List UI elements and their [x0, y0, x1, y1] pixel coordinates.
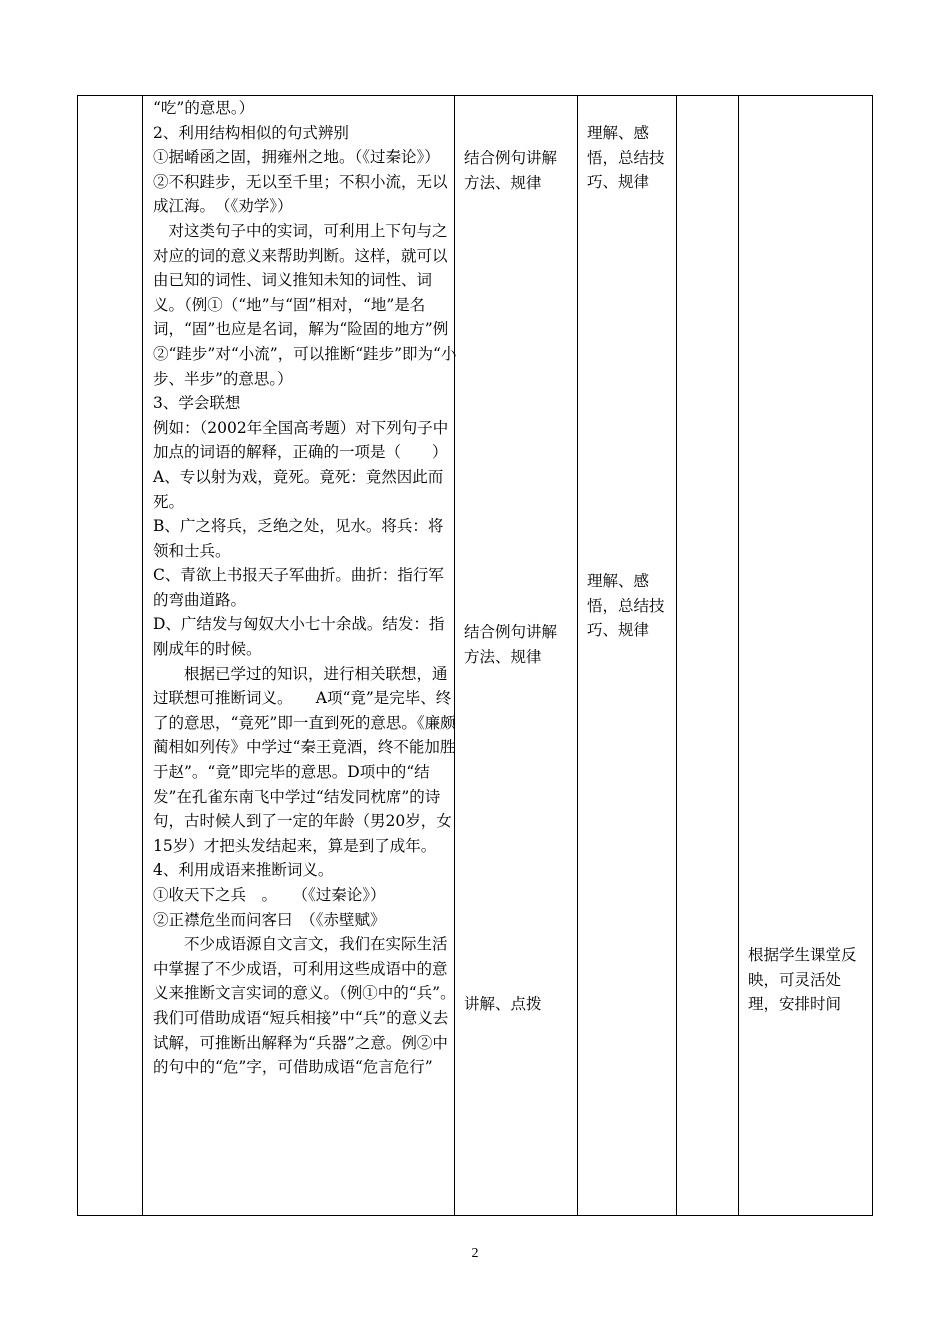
- column-divider: [676, 96, 677, 1215]
- example-sentence: ②正襟危坐而问客曰 （《赤壁赋》: [153, 910, 386, 929]
- teacher-activity: 结合例句讲解方法、规律: [464, 149, 558, 192]
- student-activity: 理解、感悟，总结技巧、规律: [587, 124, 665, 192]
- student-activity: 理解、感悟，总结技巧、规律: [587, 572, 665, 640]
- example-sentence: ②不积跬步，无以至千里；不积小流，无以成江海。 （《劝学》）: [153, 172, 448, 216]
- column-divider: [142, 96, 143, 1215]
- remark: 根据学生课堂反映，可灵活处理，安排时间: [748, 946, 857, 1014]
- content-paragraph: “吃”的意思。）: [153, 99, 255, 117]
- content-paragraph: 对这类句子中的实词，可利用上下句与之对应的词的意义来帮助判断。这样，就可以由已知的词性、词义推知未知的词性、词义。（例①（“地”与“固”相对，“地”是名词，“固”也应是名词，解为“险固的地方”例②“跬步”对“小流”，可以推断“跬步”即为“小步、半步”的意思。）: [153, 221, 457, 388]
- option-a: A、专以射为戏，竟死。竟死：竟然因此而死。: [153, 467, 444, 511]
- option-d: D、广结发与匈奴大小七十余战。结发：指刚成年的时候。: [153, 615, 445, 659]
- section-heading: 4、利用成语来推断词义。: [153, 861, 334, 880]
- option-b: B、广之将兵，乏绝之处，见水。将兵：将领和士兵。: [153, 517, 444, 560]
- option-c: C、青欲上书报天子军曲折。曲折：指行军的弯曲道路。: [153, 566, 444, 609]
- content-column: [149, 96, 461, 1080]
- teacher-activity: 结合例句讲解方法、规律: [464, 623, 558, 666]
- content-paragraph: 根据已学过的知识，进行相关联想，通过联想可推断词义。 A项“竟”是完毕、终了的意思，“竟死”即一直到死的意思。《廉颇蔺相如列传》中学过“秦王竟酒，终不能加胜于赵”。“竟”即完毕的意思。D项中的“结发”在孔雀东南飞中学过“结发同枕席”的诗句，古时候人到了一定的年龄（男20岁，女15岁）才把头发结起来，算是到了成年。: [153, 664, 456, 855]
- column-divider: [738, 96, 739, 1215]
- teacher-activity: 讲解、点拨: [464, 995, 542, 1013]
- section-heading: 2、利用结构相似的句式辨别: [153, 123, 349, 142]
- content-paragraph: 不少成语源自文言文，我们在实际生活中掌握了不少成语，可利用这些成语中的意义来推断文言实词的意义。（例①中的“兵”。我们可借助成语“短兵相接”中“兵”的意义去试解，可推断出解释为“兵器”之意。例②中的句中的“危”字，可借助成语“危言危行”: [153, 935, 456, 1077]
- section-heading: 3、学会联想: [153, 394, 241, 413]
- example-sentence: ①据崤函之固，拥雍州之地。（《过秦论》）: [153, 148, 440, 167]
- question-stem: 例如：（2002年全国高考题）对下列句子中加点的词语的解释，正确的一项是（ ）: [153, 418, 449, 462]
- lesson-table: [77, 95, 873, 1216]
- column-divider: [577, 96, 578, 1215]
- page-number: 2: [471, 1246, 479, 1261]
- example-sentence: ①收天下之兵 。 （《过秦论》）: [153, 886, 386, 904]
